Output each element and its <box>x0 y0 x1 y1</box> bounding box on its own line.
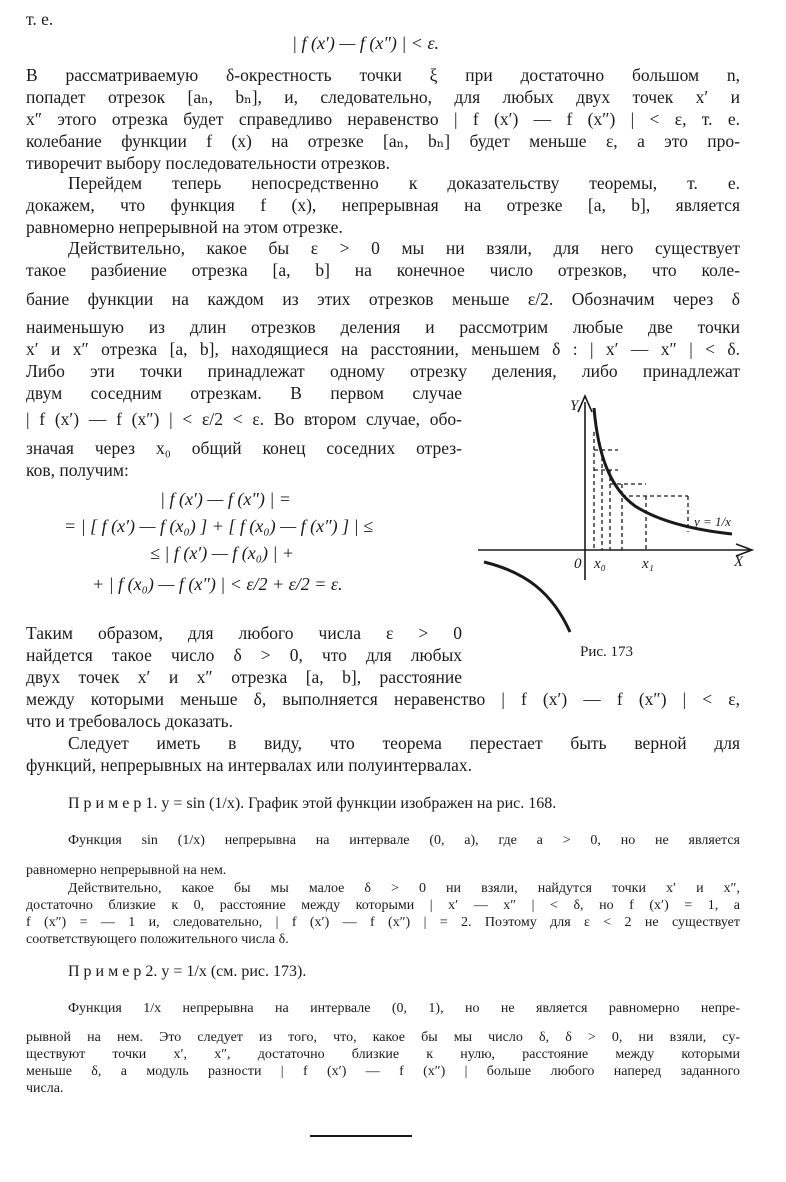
small-text-line: достаточно близкие к 0, расстояние между которыми | x′ — x″ | < δ, но f (x′) = 1, а <box>26 898 741 913</box>
derivation-line: + | f (x₀) — f (x″) | < ε/2 + ε/2 = ε. <box>92 574 343 594</box>
paragraph-line: попадет отрезок [aₙ, bₙ], и, следовательно, для любых двух точек x′ и <box>26 87 740 107</box>
example-1-heading: П р и м е р 1. y = sin (1/x). График этой функции изображен на рис. 168. <box>68 795 557 812</box>
small-text-line: рывной на нем. Это следует из того, что, какое бы мы число δ, δ > 0, ни взяли, су- <box>26 1030 740 1045</box>
small-text-line: f (x″) = — 1 и, следовательно, | f (x′) — f (x″) | = 2. Поэтому для ε < 2 не существует <box>26 915 740 930</box>
figure-axes <box>478 396 752 580</box>
paragraph-line: x′ и x″ отрезка [a, b], находящиеся на расстоянии, меньшем δ : | x′ — x″ | < δ. <box>26 339 740 359</box>
paragraph-line: Перейдем теперь непосредственно к доказательству теоремы, т. е. <box>68 173 740 193</box>
small-text-line: ществуют точки x′, x″, достаточно близкие к нулю, расстояние между которыми <box>26 1047 740 1062</box>
x-axis-label: X <box>734 554 744 570</box>
paragraph-line: | f (x′) — f (x″) | < ε/2 < ε. Во втором случае, обо- <box>26 409 462 429</box>
small-text-line: Функция 1/x непрерывна на интервале (0, 1), но не является равномерно непре- <box>68 1001 740 1016</box>
curve-label: y = 1/x <box>694 514 731 529</box>
paragraph-line: такое разбиение отрезка [a, b] на конечное число отрезков, что коле- <box>26 260 740 280</box>
paragraph-line: наименьшую из длин отрезков деления и рассмотрим любые две точки <box>26 317 740 337</box>
x1-label: x₁ <box>642 556 654 572</box>
paragraph-line: колебание функции f (x) на отрезке [aₙ, bₙ] будет меньше ε, а это про- <box>26 131 740 151</box>
small-text-line: числа. <box>26 1081 64 1096</box>
paragraph-line: значая через x₀ общий конец соседних отрез- <box>26 438 462 458</box>
formula-inequality: | f (x′) — f (x″) | < ε. <box>292 33 440 53</box>
paragraph-line: двух точек x′ и x″ отрезка [a, b], расстояние <box>26 667 462 687</box>
derivation-line: ≤ | f (x′) — f (x₀) | + <box>150 543 295 563</box>
example-2-heading: П р и м е р 2. y = 1/x (см. рис. 173). <box>68 963 307 980</box>
figure-guides <box>594 432 688 550</box>
paragraph-line: тиворечит выбору последовательности отрезков. <box>26 153 390 173</box>
small-text-line: соответствующего положительного числа δ. <box>26 932 289 947</box>
paragraph-line: найдется такое число δ > 0, что для любых <box>26 645 462 665</box>
paragraph-line: ков, получим: <box>26 460 129 480</box>
figure-caption: Рис. 173 <box>580 644 634 660</box>
paragraph-line: докажем, что функция f (x), непрерывная на отрезке [a, b], является <box>26 195 740 215</box>
paragraph-line: x″ этого отрезка будет справедливо неравенство | f (x′) — f (x″) | < ε, т. е. <box>26 109 740 129</box>
y-axis-label: Y <box>570 398 579 414</box>
hyperbola-negative-branch <box>484 562 570 632</box>
small-text-line: Действительно, какое бы мы малое δ > 0 ни взяли, найдутся точки x′ и x″, <box>68 881 740 896</box>
small-text-line: равномерно непрерывной на нем. <box>26 863 227 878</box>
paragraph-line: между которыми меньше δ, выполняется неравенство | f (x′) — f (x″) | < ε, <box>26 689 740 709</box>
derivation-line: | f (x′) — f (x″) | = <box>160 489 291 509</box>
paragraph-line: Действительно, какое бы ε > 0 мы ни взяли, для него существует <box>68 238 740 258</box>
origin-label: 0 <box>574 556 582 572</box>
paragraph-line: Следует иметь в виду, что теорема перестает быть верной для <box>68 733 740 753</box>
paragraph-line: бание функции на каждом из этих отрезков меньше ε/2. Обозначим через δ <box>26 289 740 309</box>
paragraph-line: равномерно непрерывной на этом отрезке. <box>26 217 343 237</box>
small-text-line: меньше δ, а модуль разности | f (x′) — f (x″) | больше любого наперед заданного <box>26 1064 740 1079</box>
paragraph-line: В рассматриваемую δ-окрестность точки ξ при достаточно большом n, <box>26 65 740 85</box>
paragraph-line: Либо эти точки принадлежат одному отрезку деления, либо принадлежат <box>26 361 740 381</box>
paragraph-line: что и требовалось доказать. <box>26 711 234 731</box>
x0-label: x₀ <box>594 556 606 572</box>
paragraph-line: двум соседним отрезкам. В первом случае <box>26 383 462 403</box>
figure-173 <box>470 380 770 670</box>
paragraph-line: функций, непрерывных на интервалах или полуинтервалах. <box>26 755 473 775</box>
derivation-line: = | [ f (x′) — f (x₀) ] + [ f (x₀) — f (x″) ] | ≤ <box>64 516 373 536</box>
text-te: т. е. <box>26 9 54 29</box>
footer-rule <box>310 1135 412 1137</box>
paragraph-line: Таким образом, для любого числа ε > 0 <box>26 623 462 643</box>
small-text-line: Функция sin (1/x) непрерывна на интервале (0, a), где a > 0, но не является <box>68 833 740 848</box>
